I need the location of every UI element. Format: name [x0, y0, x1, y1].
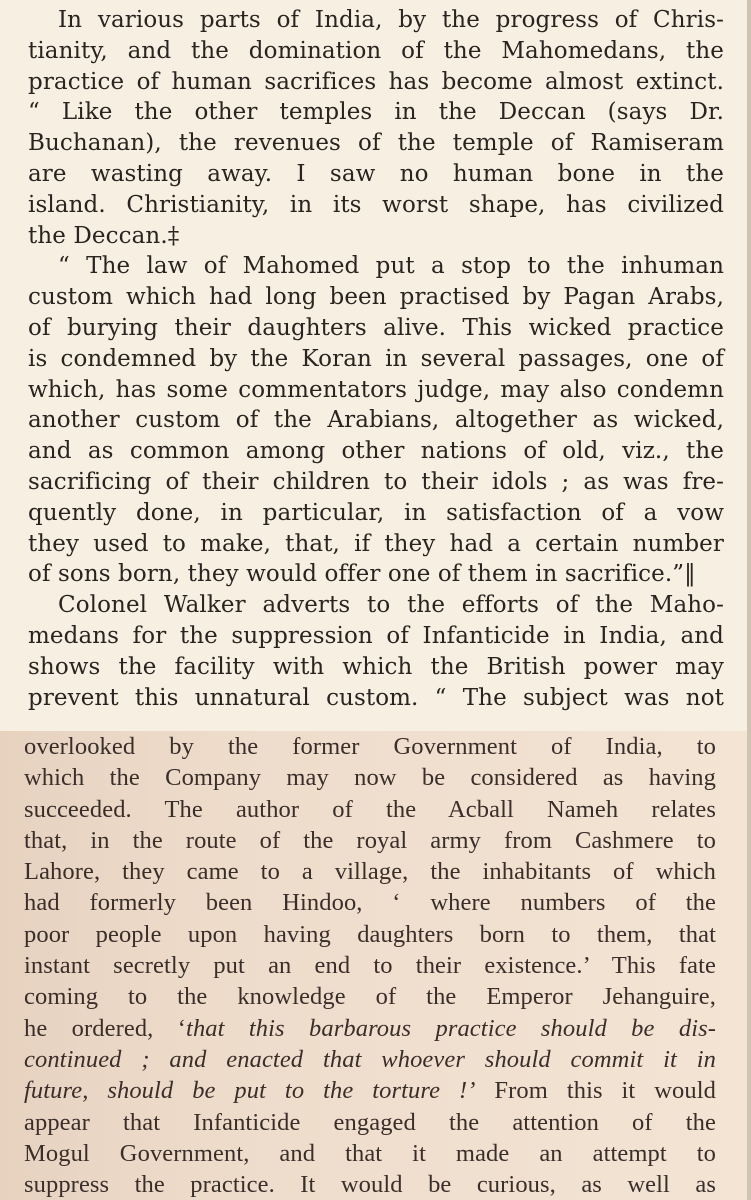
text-line: had formerly been Hindoo, ‘ where numbers of the — [24, 889, 716, 917]
text-run: he ordered, ‘ — [24, 1014, 187, 1042]
text-line: is condemned by the Koran in several passages, one of — [28, 345, 724, 372]
text-line: and as common among other nations of old, viz., the — [28, 438, 724, 465]
text-line: which, has some commentators judge, may also condemn — [28, 376, 724, 403]
text-line: of sons born, they would offer one of them in sacrifice.”‖ — [28, 561, 696, 588]
text-line: another custom of the Arabians, altogether as wicked, — [28, 407, 724, 434]
text-line: shows the facility with which the British power may — [28, 653, 724, 680]
text-line: “ Like the other temples in the Deccan (says Dr. — [28, 99, 724, 126]
text-run: From this it would — [475, 1077, 716, 1105]
italic-quote: future, should be put to the torture !’ — [24, 1077, 476, 1105]
text-line: which the Company may now be considered as having — [24, 764, 716, 792]
text-line: are wasting away. I saw no human bone in the — [28, 160, 724, 187]
text-line: “ The law of Mahomed put a stop to the inhuman — [58, 253, 724, 280]
text-line: prevent this unnatural custom. “ The subject was not — [28, 684, 724, 711]
page-edge — [747, 0, 751, 1200]
text-line: Mogul Government, and that it made an attempt to — [24, 1139, 716, 1167]
text-line: island. Christianity, in its worst shape, has civilized — [28, 191, 724, 218]
text-line: custom which had long been practised by Pagan Arabs, — [28, 284, 724, 311]
text-line: poor people upon having daughters born to them, that — [24, 920, 716, 948]
text-line: appear that Infanticide engaged the attention of the — [24, 1108, 716, 1136]
text-line: sacrificing of their children to their idols ; as was fre- — [28, 468, 724, 495]
text-line: coming to the knowledge of the Emperor Jehanguire, — [24, 983, 716, 1011]
text-line — [24, 1013, 716, 1044]
text-line: Colonel Walker adverts to the efforts of the Maho- — [58, 592, 724, 619]
text-line: instant secretly put an end to their existence.’ This fate — [24, 952, 716, 980]
text-line: overlooked by the former Government of India, to — [24, 733, 716, 760]
text-line: Buchanan), the revenues of the temple of Ramiseram — [28, 130, 724, 157]
lower-text-block — [24, 731, 716, 1200]
text-line: tianity, and the domination of the Mahomedans, the — [28, 37, 724, 64]
text-line: they used to make, that, if they had a certain number — [28, 530, 724, 557]
italic-quote-line: continued ; and enacted that whoever should commit it in — [24, 1045, 716, 1073]
text-line: of burying their daughters alive. This wicked practice — [28, 314, 724, 341]
text-line — [24, 1075, 716, 1106]
text-line: medans for the suppression of Infanticide in India, and — [28, 622, 724, 649]
italic-quote: that this barbarous practice should be dis- — [186, 1014, 717, 1042]
text-line: In various parts of India, by the progress of Chris- — [58, 7, 724, 33]
text-line: the Deccan.‡ — [28, 222, 180, 249]
text-line: succeeded. The author of the Acball Nameh relates — [24, 795, 716, 823]
text-line: suppress the practice. It would be curious, as well as — [24, 1171, 716, 1199]
text-line: Lahore, they came to a village, the inhabitants of which — [24, 858, 716, 886]
text-line: practice of human sacrifices has become almost extinct. — [28, 68, 724, 95]
text-line: quently done, in particular, in satisfaction of a vow — [28, 499, 724, 526]
upper-text-block — [28, 5, 724, 713]
text-line: that, in the route of the royal army from Cashmere to — [24, 826, 716, 854]
